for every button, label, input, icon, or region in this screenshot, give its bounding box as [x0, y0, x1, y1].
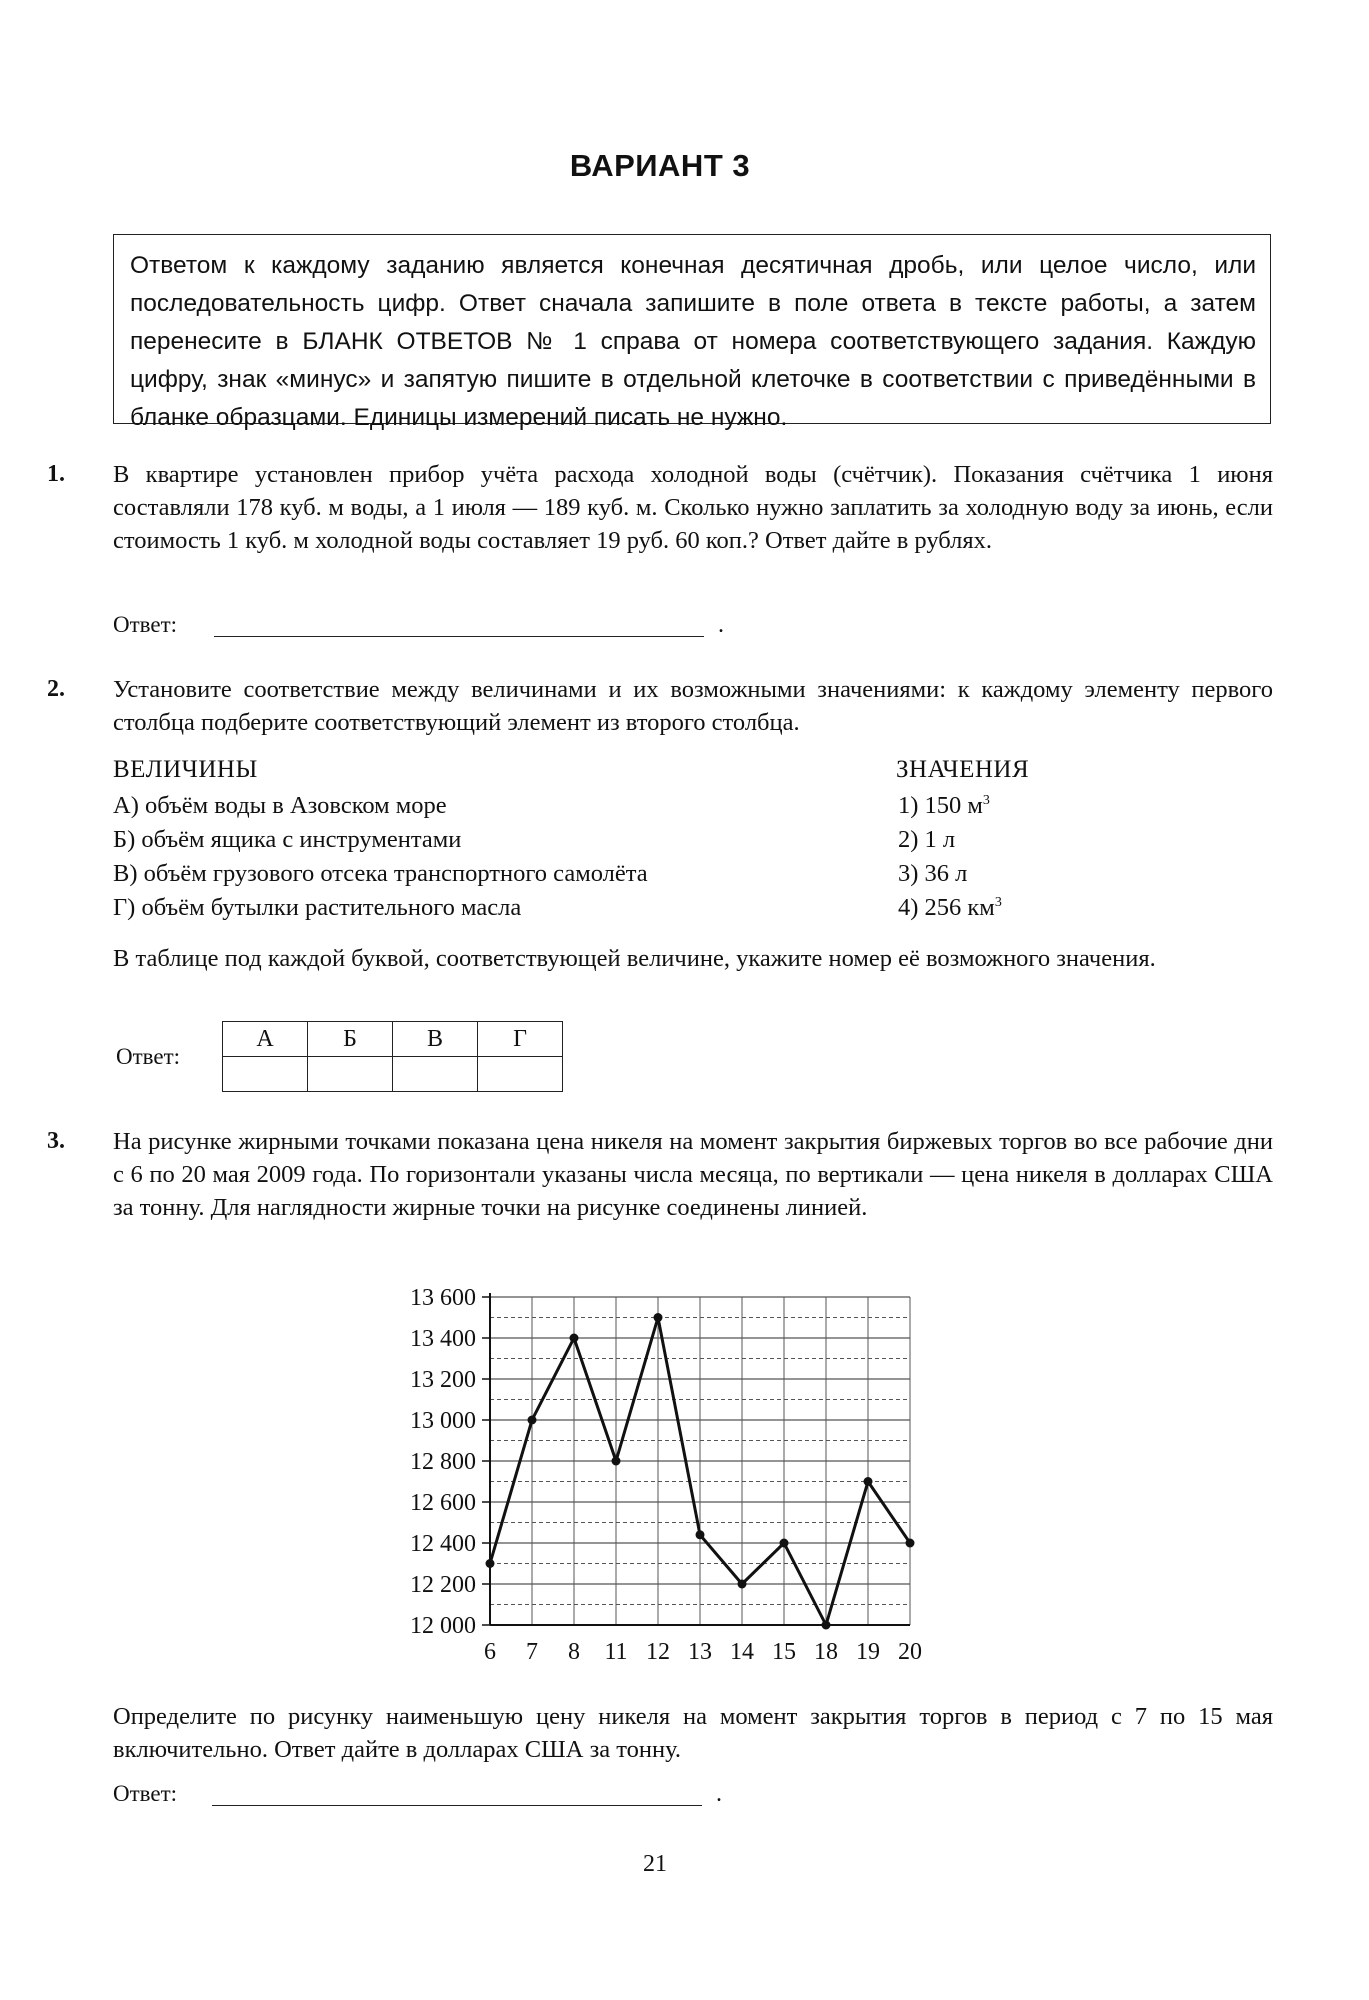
answer-cell-a[interactable]	[223, 1057, 308, 1092]
data-point	[654, 1313, 663, 1322]
page-number: 21	[643, 1851, 667, 1877]
y-tick-label: 12 600	[410, 1490, 476, 1516]
x-tick-label: 18	[814, 1639, 838, 1665]
task-2-number: 2.	[47, 676, 65, 702]
instructions-box: Ответом к каждому заданию является конечная десятичная дробь, или целое число, или последовательность цифр. Ответ сначала запишите в поле ответа в тексте работы, а затем перенесите в БЛАНК ОТВЕТОВ № 1 справа от номера соответствующего задания. Каждую цифру, знак «минус» и запятую пишите в отдельной клеточке в соответствии с приведёнными в бланке образцами. Единицы измерений писать не нужно.	[113, 234, 1271, 424]
task-1-answer-label: Ответ:	[113, 612, 178, 637]
nickel-price-chart	[0, 1270, 1369, 1690]
task-2-text: Установите соответствие между величинами и их возможными значениями: к каждому элементу первого столбца подберите соответствующий элемент из второго столбца.	[113, 676, 1273, 736]
task-1-text: В квартире установлен прибор учёта расхода холодной воды (счётчик). Показания счётчика 1 июня составляли 178 куб. м воды, а 1 июля — 189 куб. м. Сколько нужно заплатить за холодную воду за июнь, если стоимость 1 куб. м холодной воды составляет 19 руб. 60 коп.? Ответ дайте в рублях.	[113, 461, 1273, 554]
y-tick-label: 13 000	[410, 1408, 476, 1434]
data-point	[528, 1416, 537, 1425]
chart-grid	[490, 1297, 910, 1625]
answer-table-letter-b: Б	[308, 1022, 393, 1057]
quantity-g: Г) объём бутылки растительного масла	[113, 894, 522, 921]
x-tick-label: 12	[646, 1639, 670, 1665]
x-tick-label: 6	[484, 1639, 496, 1665]
task-3-question: Определите по рисунку наименьшую цену никеля на момент закрытия торгов в период с 7 по 15 мая включительно. Ответ дайте в долларах США за тонну.	[113, 1703, 1273, 1763]
answer-cell-v[interactable]	[393, 1057, 478, 1092]
x-tick-label: 7	[526, 1639, 538, 1665]
x-tick-label: 20	[898, 1639, 922, 1665]
chart-axes	[410, 1285, 922, 1665]
task-2-instruction: В таблице под каждой буквой, соответствующей величине, укажите номер её возможного значения.	[113, 945, 1156, 972]
data-point	[822, 1621, 831, 1630]
page-title: ВАРИАНТ 3	[569, 148, 751, 183]
task-1-number: 1.	[47, 461, 65, 487]
y-tick-label: 13 200	[410, 1367, 476, 1393]
task-2-answer-label: Ответ:	[116, 1044, 181, 1069]
answer-table-letter-a: А	[223, 1022, 308, 1057]
y-tick-label: 12 000	[410, 1613, 476, 1639]
y-tick-label: 12 200	[410, 1572, 476, 1598]
x-tick-label: 15	[772, 1639, 796, 1665]
task-1-answer-field[interactable]	[214, 636, 704, 637]
data-point	[780, 1539, 789, 1548]
y-tick-label: 12 800	[410, 1449, 476, 1475]
task-3-answer-dot: .	[716, 1781, 722, 1807]
quantity-b: Б) объём ящика с инструментами	[113, 826, 462, 853]
task-3-answer-label: Ответ:	[113, 1781, 178, 1806]
value-3: 3) 36 л	[898, 860, 968, 887]
values-header: ЗНАЧЕНИЯ	[896, 756, 1030, 783]
value-2: 2) 1 л	[898, 826, 956, 853]
x-tick-label: 19	[856, 1639, 880, 1665]
task-3-text: На рисунке жирными точками показана цена никеля на момент закрытия биржевых торгов во все рабочие дни с 6 по 20 мая 2009 года. По горизонтали указаны числа месяца, по вертикали — цена никеля в долларах США за тонну. Для наглядности жирные точки на рисунке соединены линией.	[113, 1128, 1273, 1221]
x-tick-label: 14	[730, 1639, 754, 1665]
value-4: 4) 256 $км^3$	[898, 894, 1002, 921]
quantity-a: А) объём воды в Азовском море	[113, 792, 447, 819]
answer-cell-g[interactable]	[478, 1057, 563, 1092]
task-3-answer-field[interactable]	[212, 1805, 702, 1806]
y-tick-label: 13 600	[410, 1285, 476, 1311]
y-tick-label: 12 400	[410, 1531, 476, 1557]
quantities-header: ВЕЛИЧИНЫ	[113, 756, 258, 783]
data-point	[696, 1530, 705, 1539]
y-tick-label: 13 400	[410, 1326, 476, 1352]
value-1: 1) 150 $м^3$	[898, 792, 990, 819]
data-point	[612, 1457, 621, 1466]
task-1-answer-dot: .	[718, 612, 724, 638]
task-3-number: 3.	[47, 1128, 65, 1154]
x-tick-label: 8	[568, 1639, 580, 1665]
data-point	[738, 1580, 747, 1589]
quantity-v: В) объём грузового отсека транспортного самолёта	[113, 860, 648, 887]
data-point	[570, 1334, 579, 1343]
x-tick-label: 13	[688, 1639, 712, 1665]
task-2-answer-table	[222, 1021, 563, 1092]
data-point	[486, 1559, 495, 1568]
data-point	[864, 1477, 873, 1486]
data-point	[906, 1539, 915, 1548]
x-tick-label: 11	[604, 1639, 628, 1665]
answer-cell-b[interactable]	[308, 1057, 393, 1092]
answer-table-letter-v: В	[393, 1022, 478, 1057]
answer-table-letter-g: Г	[478, 1022, 563, 1057]
